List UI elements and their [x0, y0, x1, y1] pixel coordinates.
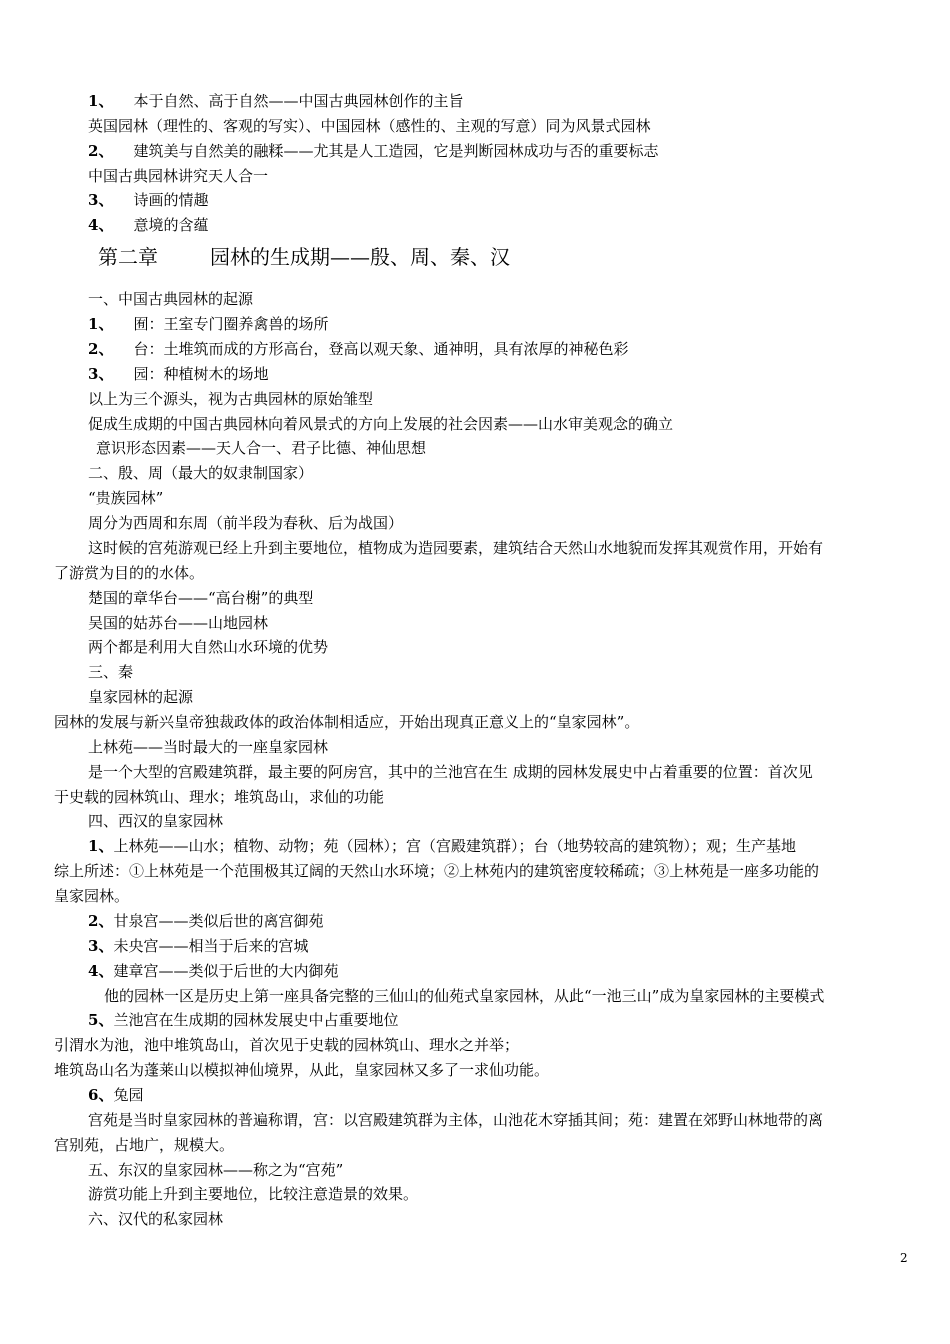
list-item: 2、 建筑美与自然美的融糅——尤其是人工造园，它是判断园林成功与否的重要标志 [88, 142, 659, 160]
paragraph-line: 这时候的宫苑游观已经上升到主要地位，植物成为造园要素，建筑结合天然山水地貌而发挥其观赏作用，开始有 [88, 539, 824, 557]
section-heading: 四、西汉的皇家园林 [88, 812, 224, 830]
text-line: 中国古典园林讲究天人合一 [88, 167, 269, 185]
text-line: 促成生成期的中国古典园林向着风景式的方向上发展的社会因素——山水审美观念的确立 [88, 415, 674, 433]
section-heading: 五、东汉的皇家园林——称之为“宫苑” [88, 1161, 344, 1179]
section-heading: 六、汉代的私家园林 [88, 1210, 224, 1228]
list-item: 3、未央宫——相当于后来的宫城 [88, 937, 309, 955]
section-heading: 三、秦 [88, 663, 134, 681]
text-line: 英国园林（理性的、客观的写实）、中国园林（感性的、主观的写意）同为风景式园林 [88, 117, 651, 135]
list-item: 1、 囿：王室专门圈养禽兽的场所 [88, 315, 329, 333]
paragraph-line: 引渭水为池，池中堆筑岛山，首次见于史载的园林筑山、理水之并举； [54, 1036, 520, 1054]
list-item: 1、 本于自然、高于自然——中国古典园林创作的主旨 [88, 92, 464, 110]
paragraph-line: 堆筑岛山名为蓬莱山以模拟神仙境界，从此，皇家园林又多了一求仙功能。 [54, 1061, 550, 1079]
text-line: “贵族园林” [88, 489, 164, 507]
paragraph-line: 是一个大型的宫殿建筑群，最主要的阿房宫，其中的兰池宫在生 成期的园林发展史中占着重要的位置：首次见 [88, 763, 813, 781]
paragraph-line: 园林的发展与新兴皇帝独裁政体的政治体制相适应，开始出现真正意义上的“皇家园林”。 [54, 713, 640, 731]
list-item: 4、 意境的含蕴 [88, 216, 209, 234]
text-line: 意识形态因素——天人合一、君子比德、神仙思想 [96, 439, 427, 457]
text-line: 周分为西周和东周（前半段为春秋、后为战国） [88, 514, 404, 532]
list-item: 6、兔园 [88, 1086, 144, 1104]
text-line: 以上为三个源头，视为古典园林的原始雏型 [88, 390, 374, 408]
paragraph-line: 宫别苑，占地广，规模大。 [54, 1136, 235, 1154]
list-item: 4、建章宫——类似于后世的大内御苑 [88, 962, 339, 980]
paragraph-line: 他的园林一区是历史上第一座具备完整的三仙山的仙苑式皇家园林，从此“一池三山”成为皇家园林的主要模式 [104, 987, 825, 1005]
chapter-title: 园林的生成期——殷、周、秦、汉 [210, 245, 510, 269]
section-heading: 一、中国古典园林的起源 [88, 290, 254, 308]
list-item: 2、 台：土堆筑而成的方形高台，登高以观天象、通神明，具有浓厚的神秘色彩 [88, 340, 629, 358]
paragraph-line: 综上所述：①上林苑是一个范围极其辽阔的天然山水环境；②上林苑内的建筑密度较稀疏；③上林苑是一座多功能的 [54, 862, 820, 880]
chapter-heading [98, 244, 510, 270]
text-line: 楚国的章华台——“高台榭”的典型 [88, 589, 314, 607]
paragraph-line: 皇家园林。 [54, 887, 130, 905]
list-item: 3、 园：种植树木的场地 [88, 365, 269, 383]
text-line: 吴国的姑苏台——山地园林 [88, 614, 269, 632]
chapter-number: 第二章 [98, 245, 158, 269]
text-line: 皇家园林的起源 [88, 688, 194, 706]
page-number: 2 [900, 1251, 908, 1265]
section-heading: 二、殷、周（最大的奴隶制国家） [88, 464, 314, 482]
text-line: 上林苑——当时最大的一座皇家园林 [88, 738, 329, 756]
text-line: 两个都是利用大自然山水环境的优势 [88, 638, 329, 656]
paragraph-line: 了游赏为目的的水体。 [54, 564, 205, 582]
text-line: 游赏功能上升到主要地位，比较注意造景的效果。 [88, 1185, 419, 1203]
paragraph-line: 于史载的园林筑山、理水；堆筑岛山，求仙的功能 [54, 788, 385, 806]
list-item: 5、兰池宫在生成期的园林发展史中占重要地位 [88, 1011, 399, 1029]
list-item: 1、上林苑——山水；植物、动物；苑（园林）；宫（宫殿建筑群）；台（地势较高的建筑物）；观；生产基地 [88, 837, 796, 855]
list-item: 2、甘泉宫——类似后世的离宫御苑 [88, 912, 324, 930]
list-item: 3、 诗画的情趣 [88, 191, 209, 209]
paragraph-line: 宫苑是当时皇家园林的普遍称谓，宫：以宫殿建筑群为主体，山池花木穿插其间；苑：建置在郊野山林地带的离 [88, 1111, 824, 1129]
